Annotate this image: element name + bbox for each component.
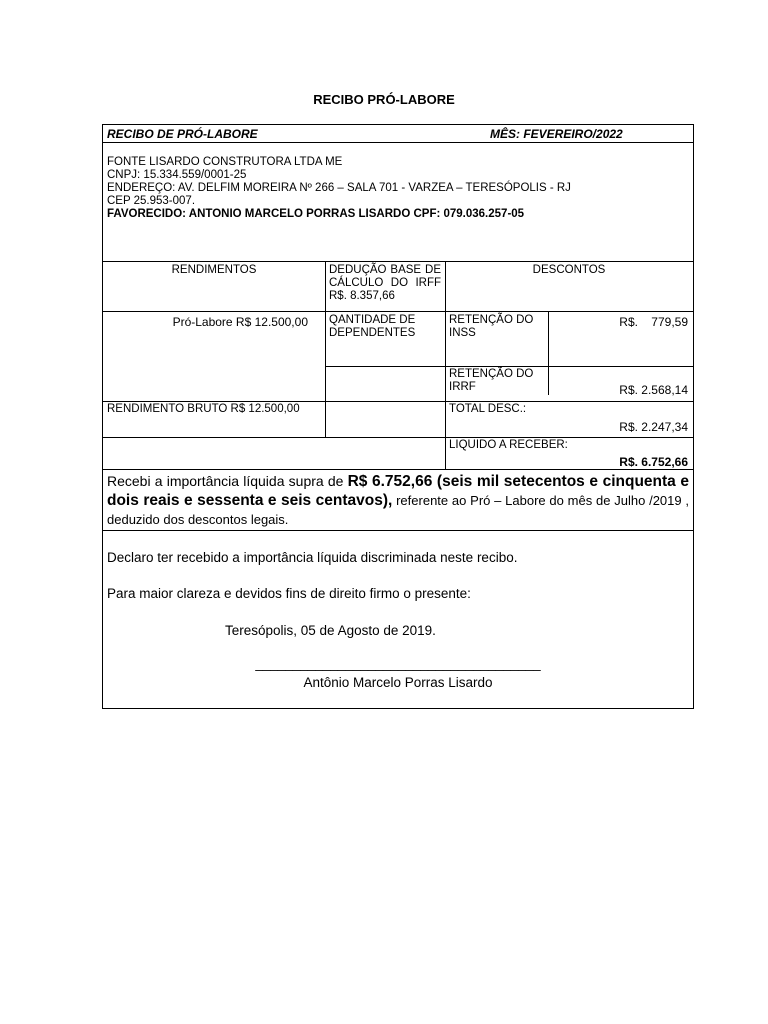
company-block (107, 156, 687, 221)
company-cep: CEP 25.953-007. (107, 195, 196, 207)
document-title: RECIBO PRÓ-LABORE (313, 92, 455, 107)
place-date: Teresópolis, 05 de Agosto de 2019. (225, 623, 436, 638)
irrf-value: R$. 2.568,14 (619, 383, 688, 397)
header-rendimentos: RENDIMENTOS (171, 264, 257, 276)
inss-label: RETENÇÃO DO INSS (449, 314, 534, 339)
receipt-month: MÊS: FEVEREIRO/2022 (490, 127, 623, 141)
rendimento-bruto: RENDIMENTO BRUTO R$ 12.500,00 (107, 403, 300, 415)
pro-labore-value: Pró-Labore R$ 12.500,00 (172, 315, 308, 329)
divider (103, 469, 693, 470)
column-line (445, 261, 446, 438)
total-desc-label: TOTAL DESC.: (449, 403, 527, 415)
column-line (325, 261, 326, 438)
divider (103, 530, 693, 531)
header-deducao: DEDUÇÃO BASE DE CÁLCULO DO IRFF R$. 8.357,66 (329, 264, 441, 302)
divider (103, 261, 693, 262)
company-address: ENDEREÇO: AV. DELFIM MOREIRA Nº 266 – SALA 701 - VARZEA – TERESÓPOLIS - RJ (107, 182, 571, 194)
inss-value: R$. 779,59 (619, 315, 688, 329)
column-line (548, 311, 549, 395)
liquido-label: LIQUIDO A RECEBER: (449, 439, 568, 451)
company-name: FONTE LISARDO CONSTRUTORA LTDA ME (107, 156, 343, 168)
divider (325, 366, 693, 367)
statement-reference: referente ao Pró – Labore do mês de Julho /2019 , deduzido dos descontos legais. (107, 493, 689, 527)
company-cnpj: CNPJ: 15.334.559/0001-25 (107, 169, 247, 181)
signature-line: ______________________________________ (255, 656, 541, 671)
dependentes-label: QANTIDADE DE DEPENDENTES (329, 314, 416, 339)
liquido-value: R$. 6.752,66 (619, 455, 688, 469)
beneficiary: FAVORECIDO: ANTONIO MARCELO PORRAS LISARDO CPF: 079.036.257-05 (107, 208, 525, 220)
divider (103, 142, 693, 143)
irrf-label: RETENÇÃO DO IRRF (449, 368, 534, 393)
divider (103, 437, 693, 438)
receipt-statement (107, 472, 689, 529)
statement-amount: R$ 6.752,66 (seis mil setecentos e cinquenta e dois reais e sessenta e seis centavos), (107, 473, 689, 509)
receipt-sheet (102, 124, 694, 709)
declaration-line: Declaro ter recebido a importância líquida discriminada neste recibo. (107, 550, 518, 565)
column-line (445, 437, 446, 469)
signer-name: Antônio Marcelo Porras Lisardo (303, 675, 493, 690)
header-descontos: DESCONTOS (532, 264, 606, 276)
statement-intro: Recebi a importância líquida supra de (107, 473, 348, 489)
receipt-label: RECIBO DE PRÓ-LABORE (107, 127, 258, 141)
divider (103, 401, 693, 402)
total-desc-value: R$. 2.247,34 (619, 420, 688, 434)
clarity-line: Para maior clareza e devidos fins de direito firmo o presente: (107, 586, 471, 601)
divider (103, 311, 693, 312)
